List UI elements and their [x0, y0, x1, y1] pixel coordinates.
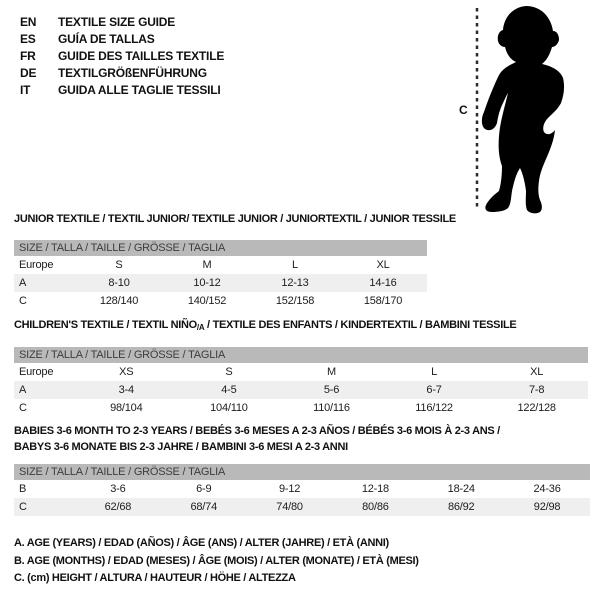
- footnote-c: C. (cm) HEIGHT / ALTURA / HAUTEUR / HÖHE / ALTEZZA: [14, 572, 296, 584]
- babies-size-table: [14, 464, 590, 516]
- table-cell: 86/92: [447, 501, 475, 513]
- table-cell: 3-6: [110, 483, 126, 495]
- children-size-table: [14, 347, 588, 417]
- height-measure-label: C: [459, 103, 468, 117]
- footnote-a: A. AGE (YEARS) / EDAD (AÑOS) / ÂGE (ANS) / ALTER (JAHRE) / ETÀ (ANNI): [14, 537, 389, 549]
- row-label: C: [19, 501, 27, 513]
- table-cell: 14-16: [369, 277, 397, 289]
- table-cell: 3-4: [118, 384, 134, 396]
- toddler-silhouette-graphic: [455, 0, 600, 220]
- table-cell: 12-13: [281, 277, 309, 289]
- children-title-post: / TEXTILE DES ENFANTS / KINDERTEXTIL / BAMBINI TESSILE: [204, 319, 517, 331]
- table-cell: 68/74: [190, 501, 217, 513]
- table-cell: 8-10: [108, 277, 130, 289]
- toddler-body-shape: [482, 6, 564, 213]
- row-label: Europe: [19, 259, 54, 271]
- table-cell: XL: [376, 259, 390, 271]
- children-title-subscript: /A: [196, 323, 205, 332]
- table-cell: 7-8: [529, 384, 545, 396]
- size-header-bar: SIZE / TALLA / TAILLE / GRÖSSE / TAGLIA: [14, 240, 427, 256]
- language-code: IT: [20, 83, 31, 97]
- table-cell: 18-24: [447, 483, 475, 495]
- table-cell: 80/86: [362, 501, 389, 513]
- junior-size-table: [14, 240, 427, 310]
- footnote-b: B. AGE (MONTHS) / EDAD (MESES) / ÂGE (MOIS) / ALTER (MONATE) / ETÀ (MESI): [14, 554, 419, 567]
- table-row: [14, 274, 427, 292]
- table-cell: 62/68: [104, 501, 132, 513]
- footnotes: [14, 535, 419, 588]
- table-cell: 128/140: [99, 295, 139, 307]
- table-cell: 122/128: [517, 402, 556, 414]
- size-header-bar: SIZE / TALLA / TAILLE / GRÖSSE / TAGLIA: [14, 347, 588, 363]
- language-code: FR: [20, 49, 36, 63]
- table-cell: 6-9: [196, 483, 212, 495]
- table-cell: 9-12: [278, 483, 301, 495]
- size-header-bar: SIZE / TALLA / TAILLE / GRÖSSE / TAGLIA: [14, 464, 590, 480]
- row-label: B: [19, 483, 27, 495]
- children-title-pre: CHILDREN'S TEXTILE / TEXTIL NIÑO: [14, 319, 197, 331]
- table-cell: 4-5: [221, 384, 237, 396]
- table-cell: 140/152: [187, 295, 227, 307]
- table-cell: 152/158: [275, 295, 315, 307]
- table-cell: 24-36: [533, 483, 561, 495]
- table-cell: XS: [119, 366, 134, 378]
- language-header: [20, 14, 224, 99]
- babies-title-line1: BABIES 3-6 MONTH TO 2-3 YEARS / BEBÉS 3-6 MESES A 2-3 AÑOS / BÉBÉS 3-6 MOIS À 2-3 ANS /: [14, 425, 500, 437]
- table-cell: 158/170: [363, 295, 403, 307]
- table-cell: M: [202, 259, 212, 271]
- table-cell: 104/110: [210, 402, 248, 414]
- table-row: [14, 399, 588, 417]
- language-code: ES: [20, 32, 36, 46]
- row-label: Europe: [19, 366, 54, 378]
- language-row-en: [20, 14, 224, 31]
- row-label: C: [19, 402, 27, 414]
- table-cell: 6-7: [426, 384, 442, 396]
- language-label: TEXTILE SIZE GUIDE: [58, 15, 176, 29]
- row-label: A: [19, 384, 27, 396]
- table-cell: S: [225, 366, 233, 378]
- table-row: [14, 292, 427, 310]
- toddler-silhouette: [455, 0, 600, 220]
- language-label: GUÍA DE TALLAS: [58, 32, 155, 46]
- babies-title-line2: BABYS 3-6 MONATE BIS 2-3 JAHRE / BAMBINI 3-6 MESI A 2-3 ANNI: [14, 441, 348, 453]
- table-row: [14, 381, 588, 399]
- table-cell: 5-6: [323, 384, 340, 396]
- language-code: DE: [20, 66, 37, 80]
- row-label: C: [19, 295, 27, 307]
- language-code: EN: [20, 15, 37, 29]
- language-row-fr: [20, 48, 224, 65]
- table-cell: M: [327, 366, 336, 378]
- table-cell: 110/116: [313, 402, 350, 414]
- table-row: [14, 480, 590, 498]
- table-cell: XL: [530, 366, 544, 378]
- junior-section-title: JUNIOR TEXTILE / TEXTIL JUNIOR/ TEXTILE JUNIOR / JUNIORTEXTIL / JUNIOR TESSILE: [14, 213, 456, 225]
- table-cell: L: [292, 259, 298, 271]
- language-label: TEXTILGRÖßENFÜHRUNG: [58, 66, 207, 80]
- row-label: A: [19, 277, 27, 289]
- babies-section-title: [14, 423, 500, 455]
- table-cell: 98/104: [110, 402, 143, 414]
- language-row-es: [20, 31, 224, 48]
- table-cell: 74/80: [276, 501, 303, 513]
- table-cell: S: [115, 259, 123, 271]
- table-cell: L: [431, 366, 438, 378]
- language-label: GUIDA ALLE TAGLIE TESSILI: [58, 83, 221, 97]
- table-cell: 92/98: [533, 501, 561, 513]
- language-row-it: [20, 82, 224, 99]
- table-cell: 10-12: [193, 277, 221, 289]
- language-label: GUIDE DES TAILLES TEXTILE: [58, 49, 225, 63]
- table-cell: 12-18: [361, 483, 389, 495]
- language-row-de: [20, 65, 224, 82]
- table-row: [14, 498, 590, 516]
- table-row: [14, 256, 427, 274]
- children-section-title: [14, 319, 516, 332]
- table-row: [14, 363, 588, 381]
- table-cell: 116/122: [415, 402, 453, 414]
